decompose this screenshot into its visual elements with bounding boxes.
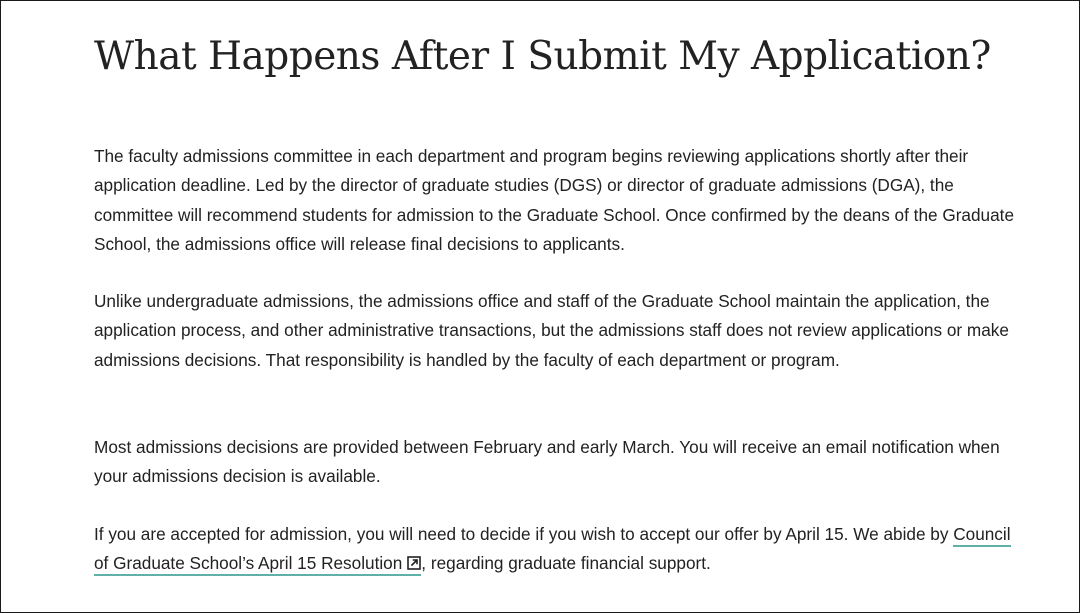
paragraph-decision-timing: Most admissions decisions are provided between February and early March. You will receive an email notification when your admissions decision is available.: [94, 437, 1000, 487]
external-link-icon: [407, 556, 421, 570]
paragraph-admissions-office-role: Unlike undergraduate admissions, the admissions office and staff of the Graduate School maintain the application, the application process, and other administrative transactions, but the admissions staff does not review applications or make admissions decisions. That responsibility is handled by the faculty of each department or program.: [94, 291, 1009, 370]
paragraph-acceptance-deadline: [94, 520, 1014, 579]
link-label: Council of Graduate School’s April 15 Resolution: [94, 524, 1011, 574]
page-title: What Happens After I Submit My Application?: [94, 34, 991, 79]
paragraph-review-process: The faculty admissions committee in each department and program begins reviewing applications shortly after their application deadline. Led by the director of graduate studies (DGS) or director of graduate admissions (DGA), the committee will recommend students for admission to the Graduate School. Once confirmed by the deans of the Graduate School, the admissions office will release final decisions to applicants.: [94, 146, 1015, 254]
paragraph-text-before-link: If you are accepted for admission, you will need to decide if you wish to accept our offer by April 15. We abide by: [94, 524, 954, 544]
paragraph-text-after-link: , regarding graduate financial support.: [421, 553, 711, 574]
